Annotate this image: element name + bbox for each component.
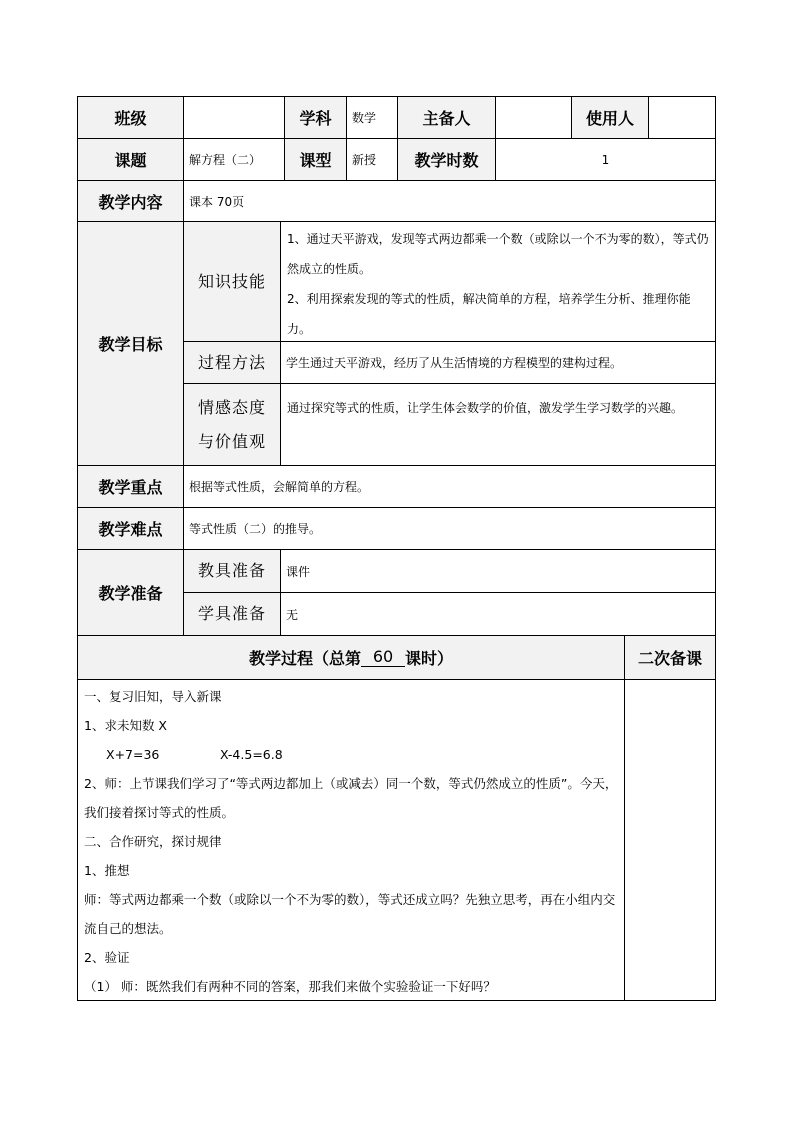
type-value: 新授 (346, 138, 398, 181)
preparer-label: 主备人 (397, 96, 496, 139)
lesson-plan-table (77, 96, 716, 1001)
knowledge-text-2: 2、利用探索发现的等式的性质，解决简单的方程，培养学生分析、推理你能力。 (287, 292, 691, 336)
process-line-5: 1、推想 (84, 863, 130, 878)
process-line-7: 2、验证 (84, 950, 130, 965)
equation-2: X-4.5=6.8 (219, 747, 283, 762)
topic-label: 课题 (77, 138, 184, 181)
subject-value: 数学 (346, 96, 398, 139)
second-prep-label: 二次备课 (624, 635, 716, 680)
emotion-text (280, 383, 716, 466)
emotion-label (183, 383, 281, 466)
process-body (77, 679, 625, 1001)
process-line-4: 二、合作研究，探讨规律 (84, 834, 222, 849)
process-method-label: 过程方法 (183, 341, 281, 384)
key-point-value: 根据等式性质，会解简单的方程。 (183, 465, 716, 508)
process-line-8: （1） 师：既然我们有两种不同的答案，那我们来做个实验验证一下好吗？ (84, 979, 496, 994)
preparer-value (495, 96, 572, 139)
process-line-2: 1、求未知数 X (84, 718, 167, 733)
teacher-aids-value: 课件 (280, 549, 716, 593)
hours-label: 教学时数 (397, 138, 496, 181)
process-title-prefix: 教学过程（总第 (248, 649, 361, 668)
process-line-3: 2、师：上节课我们学习了“等式两边都加上（或减去）同一个数，等式仍然成立的性质”。今天，我们接着探讨等式的性质。 (84, 776, 618, 820)
knowledge-text-1: 1、通过天平游戏，发现等式两边都乘一个数（或除以一个不为零的数），等式仍然成立的性质。 (287, 232, 709, 276)
process-line-6: 师：等式两边都乘一个数（或除以一个不为零的数），等式还成立吗？先独立思考，再在小组内交流自己的想法。 (84, 892, 616, 936)
student-aids-value: 无 (280, 592, 716, 636)
teacher-aids-label: 教具准备 (183, 549, 281, 593)
objectives-label: 教学目标 (77, 221, 184, 466)
equation-line (84, 740, 618, 769)
class-label: 班级 (77, 96, 184, 139)
knowledge-label: 知识技能 (183, 221, 281, 342)
process-title (77, 635, 625, 680)
emotion-text-para: 通过探究等式的性质，让学生体会数学的价值，激发学生学习数学的兴趣。 (287, 401, 684, 415)
user-value (648, 96, 716, 139)
difficulty-label: 教学难点 (77, 507, 184, 550)
content-label: 教学内容 (77, 180, 184, 222)
knowledge-text (280, 221, 716, 342)
student-aids-label: 学具准备 (183, 592, 281, 636)
process-title-suffix: 课时） (405, 649, 454, 668)
process-method-text: 学生通过天平游戏，经历了从生活情境的方程模型的建构过程。 (280, 341, 716, 384)
preparation-label: 教学准备 (77, 549, 184, 636)
emotion-label-line-1: 情感态度 (197, 397, 266, 417)
difficulty-value: 等式性质（二）的推导。 (183, 507, 716, 550)
lesson-number: 60 (361, 648, 405, 667)
subject-label: 学科 (284, 96, 347, 139)
equation-1: X+7=36 (106, 747, 160, 762)
user-label: 使用人 (571, 96, 649, 139)
process-line-1: 一、复习旧知，导入新课 (84, 689, 222, 704)
topic-value: 解方程（二） (183, 138, 285, 181)
hours-value: 1 (495, 138, 716, 181)
content-value: 课本 70页 (183, 180, 716, 222)
emotion-label-line-2: 与价值观 (197, 431, 266, 451)
type-label: 课型 (284, 138, 347, 181)
key-point-label: 教学重点 (77, 465, 184, 508)
class-value (183, 96, 285, 139)
second-prep-body (624, 679, 716, 1001)
